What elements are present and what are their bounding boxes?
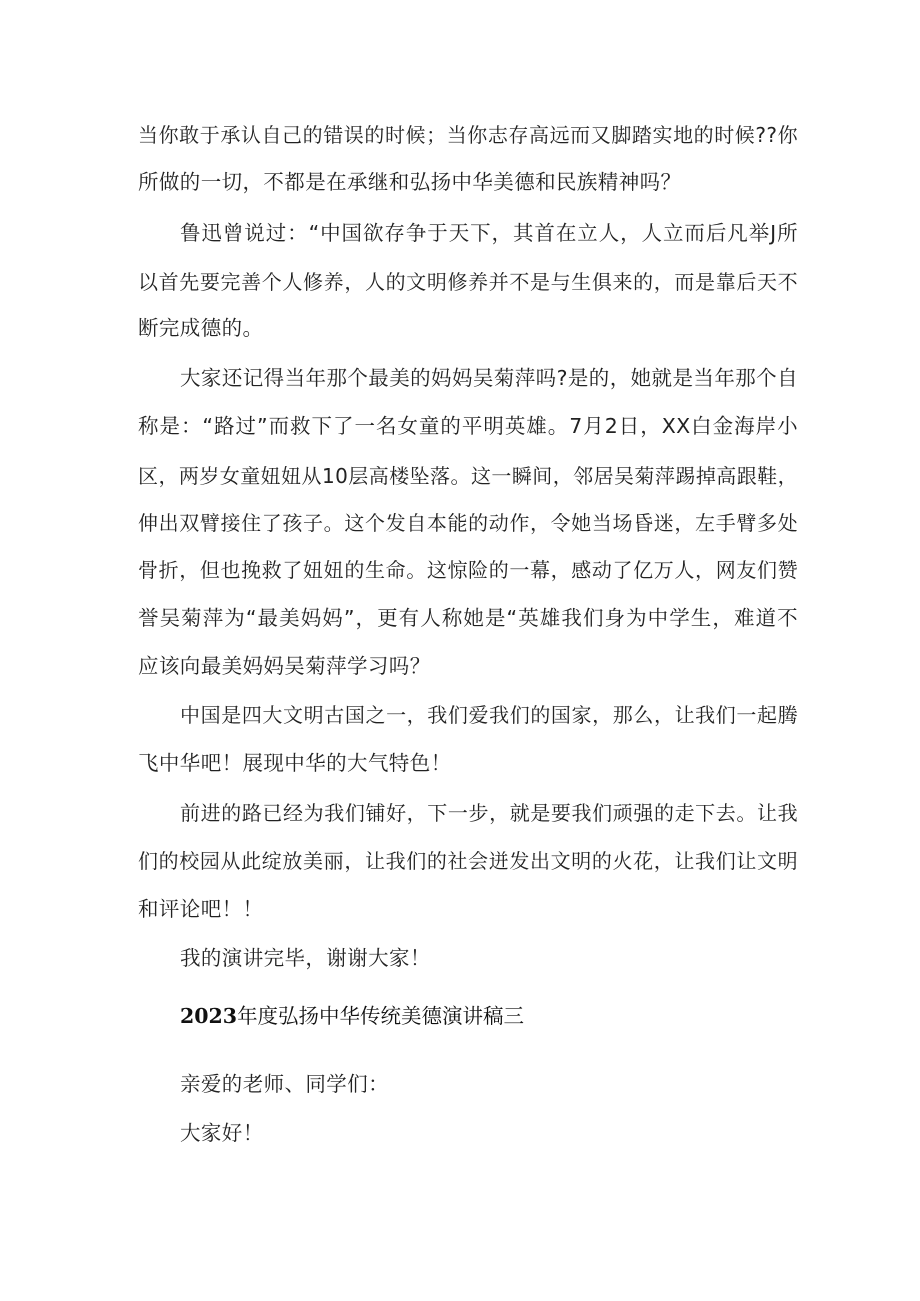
paragraph-1-line-2: 所做的一切，不都是在承继和弘扬中华美德和民族精神吗？	[138, 170, 682, 194]
closing-line: 我的演讲完毕，谢谢大家！	[180, 946, 431, 970]
paragraph-1-line-1: 当你敢于承认自己的错误的时候；当你志存高远而又脚踏实地的时候??你	[138, 123, 798, 147]
paragraph-2-line-1: 鲁迅曾说过：“中国欲存争于天下，其首在立人，人立而后凡举J所	[180, 221, 798, 245]
section-heading	[180, 999, 524, 1033]
paragraph-5-line-1: 前进的路已经为我们铺好，下一步，就是要我们顽强的走下去。让我	[180, 801, 798, 825]
salutation: 亲爱的老师、同学们：	[180, 1072, 389, 1096]
paragraph-3-line-3: 区，两岁女童妞妞从10层高楼坠落。这一瞬间，邻居吴菊萍踢掉高跟鞋，	[138, 464, 798, 488]
paragraph-3-line-2: 称是：“路过”而救下了一名女童的平明英雄。7月2日，XX白金海岸小	[138, 414, 798, 438]
hello-line: 大家好！	[180, 1121, 264, 1145]
heading-year: 2023	[180, 1004, 238, 1028]
paragraph-4-line-2: 飞中华吧！展现中华的大气特色！	[138, 751, 452, 775]
paragraph-2-line-3: 断完成德的。	[138, 316, 264, 340]
paragraph-2-line-2: 以首先要完善个人修养，人的文明修养并不是与生俱来的，而是靠后天不	[138, 270, 798, 294]
heading-title: 年度弘扬中华传统美德演讲稿三	[237, 1004, 525, 1028]
paragraph-3-line-4: 伸出双臂接住了孩子。这个发自本能的动作，令她当场昏迷，左手臂多处	[138, 511, 798, 535]
paragraph-5-line-2: 们的校园从此绽放美丽，让我们的社会迸发出文明的火花，让我们让文明	[138, 849, 798, 873]
paragraph-3-line-6: 誉吴菊萍为“最美妈妈”，更有人称她是“英雄我们身为中学生，难道不	[138, 606, 798, 630]
paragraph-5-line-3: 和评论吧！！	[138, 897, 264, 921]
paragraph-4-line-1: 中国是四大文明古国之一，我们爱我们的国家，那么，让我们一起腾	[180, 703, 798, 727]
paragraph-3-line-5: 骨折，但也挽救了妞妞的生命。这惊险的一幕，感动了亿万人，网友们赞	[138, 558, 798, 582]
paragraph-3-line-1: 大家还记得当年那个最美的妈妈吴菊萍吗?是的，她就是当年那个自	[180, 366, 798, 390]
paragraph-3-line-7: 应该向最美妈妈吴菊萍学习吗？	[138, 654, 431, 678]
